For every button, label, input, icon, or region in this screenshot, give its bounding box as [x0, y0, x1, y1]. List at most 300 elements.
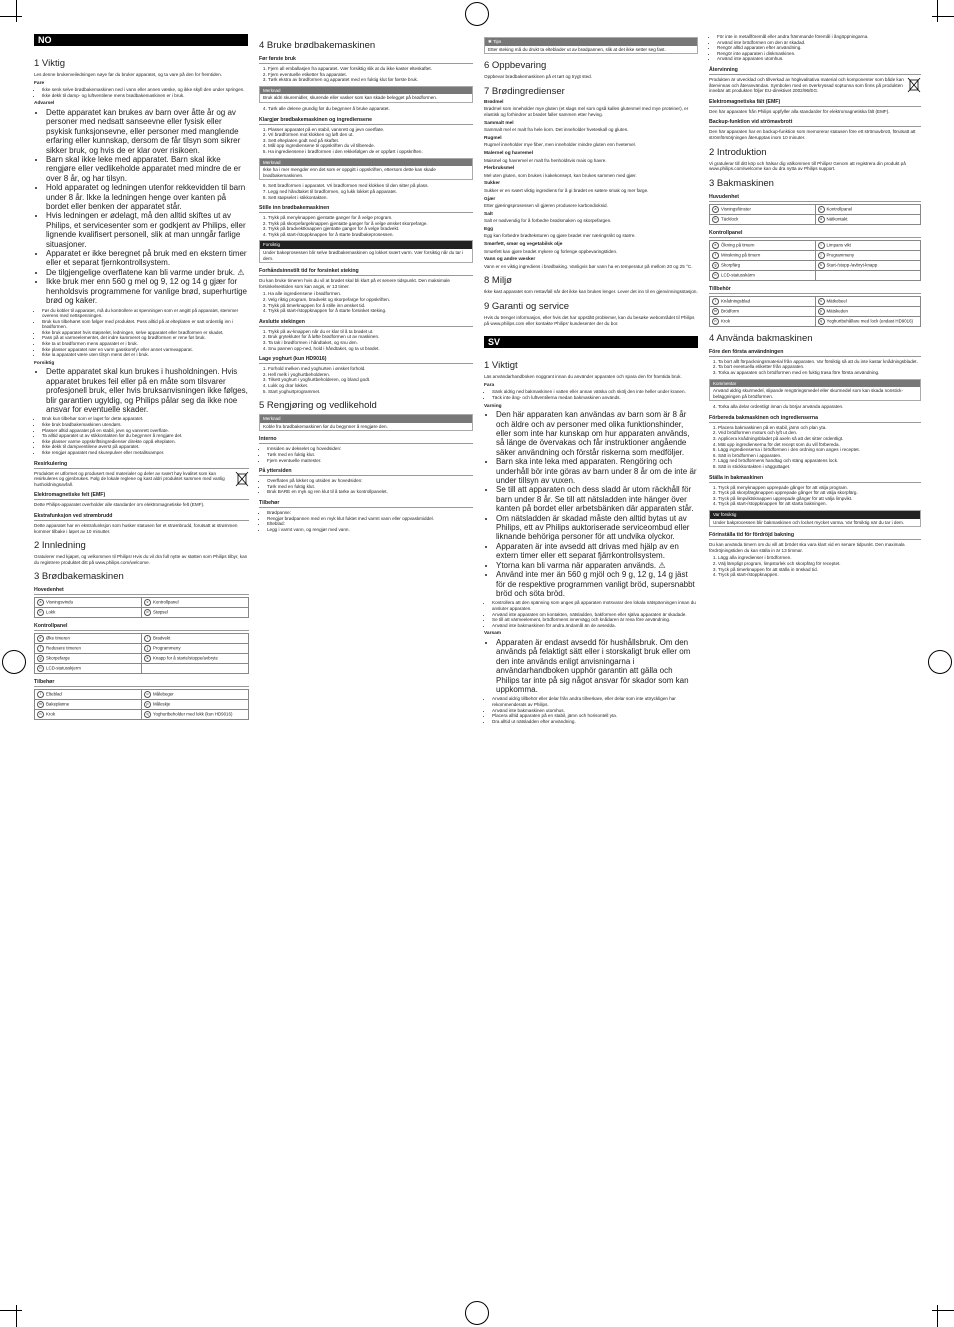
step: 4. Mät upp ingredienserna för det recept som du vill förbereda. — [718, 442, 921, 448]
step: 1. Forhold melken med yoghurten i ønsket forhold. — [268, 366, 473, 372]
list — [484, 696, 698, 724]
paragraph: Hvis du trenger informasjon, eller hvis det har oppstått problemer, kan du besøke webområdet til Philips på www.philips.com eller kontakte Philips' kundesenter der du bor. — [484, 315, 695, 326]
list-item: • Pass på at varmeelementet, det indre kammeret og brødformen er rene før bruk. — [42, 335, 249, 341]
subsection-heading: Tilbehør — [34, 679, 249, 687]
subheading: Forsiktig — [34, 360, 55, 366]
parts-cell — [710, 316, 816, 326]
step: 4. Lukk og drar lokket. — [268, 383, 473, 389]
registration-mark — [465, 2, 489, 26]
parts-cell — [35, 634, 142, 644]
subsection-heading: Ekstrafunksjon ved strømbrudd — [34, 513, 249, 521]
step: 2. Tryck på skorpfärgknappen upprepade gånger för att välja skorpfärg. — [718, 490, 921, 496]
paragraph: Vi gratulerar till ditt köp och hälsar dig välkommen till Philips! Genom att registrera din produkt på www.philips.com/welcome kan du dra nytta av Philips support. — [709, 160, 906, 172]
parts-cell — [142, 608, 249, 618]
crossed-bin-icon — [907, 77, 921, 93]
parts-cell — [35, 598, 142, 608]
parts-cell — [710, 270, 816, 280]
list-item: • För inte in metallföremål eller andra främmande föremål i ångöppningarna. — [717, 34, 921, 40]
callout-icon: h — [712, 272, 719, 279]
crop-mark — [932, 16, 954, 17]
registration-mark — [928, 650, 952, 674]
callout-icon: q — [818, 318, 825, 325]
paragraph-text: Produkten är utvecklad och tillverkad av högkvalitativa material och komponenter som både kan återvinnas och återanvändas. Symbolen med en överkryssad soptunna som finns på produkten innebär att produkten följer EU-direktivet 2002/96/EG. — [709, 76, 904, 94]
paragraph — [34, 471, 249, 488]
note-header: Kommentar — [710, 380, 920, 388]
note-box — [259, 86, 473, 103]
subsection-heading: Tillbehör — [709, 286, 921, 294]
parts-cell — [142, 664, 249, 674]
crop-mark — [0, 16, 22, 17]
list-item — [496, 561, 698, 570]
parts-label: Minskning på timern — [721, 252, 761, 258]
parts-label: Øke timeren — [46, 636, 70, 642]
parts-label: Krok — [721, 318, 731, 324]
section-title: 5 Rengjøring og vedlikehold — [259, 400, 377, 412]
parts-cell — [815, 296, 921, 306]
callout-icon: a — [712, 206, 719, 213]
parts-label: Programmeny — [826, 252, 855, 258]
list-item: • Ta alltid apparatet ut av stikkontakten før du begynner å rengjøre det. — [42, 433, 249, 439]
step: 7. Lägg ned brödformens handtag och stäng apparatens lock. — [718, 458, 921, 464]
step-list — [259, 127, 473, 155]
section-title: 1 Viktig — [34, 58, 65, 69]
subsection-heading: Kontrollpanel — [34, 623, 249, 631]
callout-icon: o — [818, 298, 825, 305]
parts-label: Visningsfönster — [721, 206, 751, 212]
callout-icon: j — [818, 252, 825, 259]
section-title: 9 Garanti og service — [484, 301, 570, 313]
parts-label: Bradvekt — [153, 636, 171, 642]
list-item: • Dette apparatet skal kun brukes i husholdningen. Hvis apparatet brukes feil eller på en måte som tilsvarer profesjonell bruk, eller hvis bruksanvisningen ikke følges, blir garantien ugyldig, og Philips pålar seg da ikke noe ansvar for eventuelle skader. — [46, 367, 249, 414]
subheading: Varsam — [484, 631, 502, 637]
step: 5. Ha ingrediensene i brødformen i den rekkefølgen de er oppført i oppskriften. — [268, 149, 473, 155]
section-title: 7 Brødingredienser — [484, 85, 565, 97]
step-list — [709, 404, 921, 410]
list-item: • Rengjør brødpannen med en myk klut fuktet med varmt vann eller oppvaskmiddel. — [267, 516, 473, 522]
callout-icon: m — [712, 308, 719, 315]
step: 3. Torka av apparaten och brödformen med en fuktig trasa före första användning. — [718, 370, 921, 376]
list-item: • Ikke dekk til dampventilene øverst på apparatet. — [42, 444, 249, 450]
list-item: • Kontrollera att den spänning som anges på apparaten motsvarar den lokala nätspänningen innan du ansluter apparaten. — [492, 600, 698, 611]
note-body: Använd aldrig skurmedel, slipande rengöringsmedel eller skurmedel som kan skada nonstick-beläggningen på brödformen. — [713, 388, 903, 399]
callout-icon: c — [818, 206, 825, 213]
list — [34, 108, 249, 306]
list-item: • Overflaten på lokket og utsiden av hovedsiden: — [267, 478, 473, 484]
step-list — [259, 215, 473, 237]
step: 5. Start yoghurtprogrammet. — [268, 389, 473, 395]
section-title: 3 Brødbakemaskinen — [34, 571, 124, 583]
step: 1. Ta bort allt förpackningsmaterial från apparaten. Var försiktig så att du inte kastar knådningsbladet. — [718, 359, 921, 365]
warning-header: Forsiktig — [260, 241, 472, 249]
note-header: Merknad — [260, 159, 472, 167]
paragraph-text: Produktet er utformet og produsert med materialer og deler av svært høy kvalitet som kan resirkuleres og gjenbrukes. Følg de lokale reglene og kast aldri produktet sammen med vanlig husholdningsavfall. — [34, 470, 225, 487]
registration-mark — [2, 650, 26, 674]
parts-label: Yoghurtbehållare med lock (endast HD9016) — [826, 318, 913, 324]
parts-label: Støpsel — [153, 610, 168, 616]
step: 3. Trykk på bradvektknappen gjentatte ganger for å velge bradvekt. — [268, 226, 473, 232]
step-list — [259, 183, 473, 200]
parts-cell — [710, 260, 816, 270]
registration-mark — [465, 1301, 489, 1325]
callout-icon: l — [712, 298, 719, 305]
hot-surface-icon: ⚠ — [658, 560, 666, 570]
list-item: • Använd inte brödformen om den är skadad. — [717, 40, 921, 46]
parts-label: Bakeplanne — [46, 702, 70, 708]
ingredient-name: Egg — [484, 226, 494, 232]
list-item: • Dette apparatet kan brukes av barn over åtte år og av personer med nedsatt sanseevne eller fysisk eller psykisk funksjonsevne, eller personer med manglende erfaring eller kunnskap, dersom de får tilsyn som sikrer sikker bruk, og hvis de er klar over risikoen. — [46, 108, 249, 155]
parts-label: Knapp for å starte/stoppe/avbryte — [153, 656, 218, 662]
step: 4. Trykk på start-/stoppknappen for å starte forsinket steking. — [268, 308, 473, 314]
subsection-heading: Avslutte stekingen — [259, 319, 473, 327]
list-item: • Täck inte ång- och luftventilerna medan bakmaskinen används. — [492, 395, 698, 401]
callout-icon: f — [37, 645, 44, 652]
list — [709, 34, 921, 62]
parts-label: Yoghurtbeholder med lokk (kun HD9016) — [153, 712, 233, 718]
column-3 — [484, 34, 698, 726]
list-item: • Ikke la apparatet være uten tilsyn mens det er i bruk. — [42, 352, 249, 358]
step-list — [259, 291, 473, 313]
step: 2. Vri brødformen mot klokken og løft den ut. — [268, 132, 473, 138]
language-tab-sv: SV — [484, 336, 698, 348]
crop-mark — [16, 1305, 17, 1327]
paragraph: Gratulerer med kjøpet, og velkommen til Philips! Hvis du vil dra full nytte av støtten som Philips tilbyr, kan du registrere produktet ditt på www.philips.com/welcome. — [34, 554, 248, 565]
callout-icon: i — [144, 635, 151, 642]
step: 3. Ta tak i brødformen i håndtaket, og snu den. — [268, 340, 473, 346]
list — [484, 389, 698, 400]
parts-cell — [142, 654, 249, 664]
step-list — [709, 425, 921, 470]
list-item: • Apparatet er ikke beregnet på bruk med en ekstern timer eller et separat fjernkontrollsystem. — [46, 249, 249, 268]
parts-label: LCD-statusskärm — [721, 272, 755, 278]
parts-cell — [710, 204, 816, 214]
list-item: • Barn ska inte leka med apparaten. Rengöring och underhåll bör inte göras av barn under 8 år om de inte är under tillsyn av vuxen. — [496, 457, 698, 485]
list-item: • Använd inte apparaten om kontakten, nätsladden, bakformen eller själva apparaten är skadade. — [492, 612, 698, 618]
parts-cell — [710, 250, 816, 260]
crop-mark — [16, 0, 17, 22]
crop-mark — [937, 0, 938, 22]
callout-icon: j — [144, 645, 151, 652]
callout-icon: f — [712, 252, 719, 259]
parts-cell — [815, 270, 921, 280]
parts-cell — [142, 598, 249, 608]
list-item-text: Ytorna kan bli varma när apparaten används. — [496, 560, 657, 570]
list-item: • Använd inte bakmaskinen utomhus. — [492, 708, 698, 714]
step: 7. Legg ned håndtaket til brødformen, og lukk lokket på apparatet. — [268, 189, 473, 195]
parts-label: Elteblad — [46, 692, 62, 698]
subsection-heading: Återvinning — [709, 67, 921, 75]
callout-icon: m — [37, 701, 44, 708]
note-box — [709, 379, 921, 402]
list-item: • Använd inte apparaten utomhus. — [717, 56, 921, 62]
paragraph: Den här apparaten från Philips uppfyller alla standarder för elektromagnetiska fält (EMF). — [709, 108, 890, 114]
step-list — [259, 366, 473, 394]
list-item: • Innsiden av dekselet og hovedsiden: — [267, 446, 473, 452]
list-item — [46, 268, 249, 277]
step-list — [259, 66, 473, 83]
subsection-heading: Före den första användningen — [709, 349, 921, 357]
callout-icon: d — [818, 216, 825, 223]
step-list — [709, 485, 921, 507]
step: 6. Sätt in brödformen i apparaten. — [718, 453, 921, 459]
subsection-heading: Förbereda bakmaskinen och ingredienserna — [709, 415, 921, 423]
parts-label: Lokk — [46, 610, 56, 616]
step: 4. Tørk alle delene grundig før du begynner å bruke apparatet. — [268, 106, 473, 112]
ingredient-name: Malernel og havremel — [484, 150, 534, 156]
step: 8. Sett støpselet i stikkontakten. — [268, 195, 473, 201]
callout-icon: i — [818, 242, 825, 249]
ingredient-text: Maismel og havremel er malt fra henholdsvis mais og havre. — [484, 157, 607, 163]
parts-label: Kontrollpanel — [826, 206, 853, 212]
list-item: • Rengör alltid apparaten efter användning. — [717, 45, 921, 51]
list-item: • Hold apparatet og ledningen utenfor rekkevidden til barn under 8 år. Ikke la ledningen henge over kanten på bordet eller benken der apparatet står. — [46, 183, 249, 211]
ingredient-name: Gjær — [484, 196, 496, 202]
step: 2. Fjern eventuelle etiketter fra apparatet. — [268, 72, 473, 78]
note-header: Merknad — [260, 87, 472, 95]
ingredient-name: Smørfett, smør og vegetabilsk olje — [484, 242, 563, 248]
subsection-heading: Ställa in bakmaskinen — [709, 475, 921, 483]
step: 8. Sätt in stickkontakten i vägguttaget. — [718, 464, 921, 470]
parts-table-control-panel — [709, 240, 921, 281]
parts-label: Skorpfärg — [721, 262, 741, 268]
step: 3. Tryck på timerknappen för att ställa in önskad tid. — [718, 567, 921, 573]
ingredient-text: Rugmel inneholder mye fiber, men inneholder mindre gluten enn hvetemel. — [484, 142, 636, 148]
parts-cell — [35, 644, 142, 654]
list — [259, 478, 473, 495]
crop-mark — [937, 1305, 938, 1327]
step: 1. Tryck på menyknappen upprepade gånger för att välja program. — [718, 485, 921, 491]
tips-body: Etter steking må du drukt ta elteblader ut av brødpannen, slik at det ikke setter seg fast. — [488, 46, 666, 52]
tips-box — [484, 37, 698, 54]
parts-cell — [35, 654, 142, 664]
hot-surface-icon: ⚠ — [237, 267, 245, 277]
callout-icon: n — [712, 318, 719, 325]
paragraph: Ikke kast apparatet som restavfall når det ikke kan brukes lenger. Lever det inn til en gjenvinningsstasjon. — [484, 289, 698, 295]
ingredient-name: Flerbruksmel — [484, 166, 515, 172]
parts-cell — [815, 306, 921, 316]
ingredient-text: Sukker er en svært viktig ingrediens for å gi brødet en søtere smak og mer farge. — [484, 187, 649, 193]
subheading: Fara — [484, 382, 495, 388]
callout-icon: k — [818, 262, 825, 269]
list-item: • Ikke bruk mer enn 560 g mel og 9, 12 og 14 g gjær for henholdsvis programmene for vanlige brød, superhurtige brød og kaker. — [46, 277, 249, 305]
ingredient-name: Brødmel — [484, 99, 504, 105]
section-title: 6 Oppbevaring — [484, 60, 547, 72]
subsection-heading: Klargjør brødbakemaskinen og ingrediensene — [259, 117, 473, 125]
parts-table-main-unit — [34, 597, 249, 618]
step: 3. Tørk ekstra av brødformen og apparatet med en fuktig klut før første bruk. — [268, 77, 473, 83]
subsection-heading: Før første bruk — [259, 56, 473, 64]
column-1 — [34, 34, 249, 724]
paragraph — [709, 77, 921, 94]
ingredient-text: Etter gjæringsprosessen vil gjæren produsere karbondioksid. — [484, 203, 608, 209]
list — [34, 416, 249, 455]
list-item: • Se till att apparaten och dess sladd är utom räckhåll för barn under 8 år. Se till att nätsladden inte hänger över kanten på bordet eller arbetsbänken där apparaten står. — [496, 485, 698, 513]
list-item: • Placera alltid apparaten på en stabil, jämn och horisontell yta. — [492, 713, 698, 719]
subsection-heading: Resirkulering — [34, 461, 249, 469]
section-title: 8 Miljø — [484, 275, 512, 287]
step: 4. Tryck på start-/stoppknappen. — [718, 572, 921, 578]
list — [34, 308, 249, 358]
list-item: • Använd aldrig tillbehör eller delar från andra tillverkare, eller delar som inte uttryckligen har rekommenderats av Philips. — [492, 696, 698, 707]
ingredient-name: Sammalt mel — [484, 120, 514, 126]
list-item: • Apparaten är inte avsedd att drivas med hjälp av en extern timer eller ett separat fjärrkontrollsystem. — [496, 542, 698, 561]
step: 2. Hell melk i yoghurtbeholderen. — [268, 372, 473, 378]
ingredient-text: Brødmel som inneholder mye gluten (et slags mel som også kalles glutenmel med mye proteiner), er elastisk og forhindrer at brødet faller sammen etter heving. — [484, 106, 689, 117]
list-item: • Ikke dekk til damp- og luftventilene mens brødbakemaskinen er i bruk. — [42, 93, 249, 99]
callout-icon: c — [144, 599, 151, 606]
list-item: • Ikke bruk brødbakemaskinen utendørs. — [42, 422, 249, 428]
list-item: • Barn skal ikke leke med apparatet. Barn skal ikke rengjøre eller vedlikeholde apparatet med mindre de er over 8 år, og har tilsyn. — [46, 155, 249, 183]
step: 1. Fjern all emballasjen fra apparatet. Vær forsiktig slik at du ikke kaster elteskaftet. — [268, 66, 473, 72]
parts-label: Mätkobeel — [826, 298, 847, 304]
parts-label: Limpans vikt — [826, 242, 851, 248]
warning-header: Var försiktig — [710, 511, 920, 519]
note-box — [259, 158, 473, 181]
paragraph: Dette apparatet har en ekstrafunksjon som husker statusen før et strømbrudd, forutsatt at strømmen kommer tilbake i løpet av 10 minutter. — [34, 523, 238, 534]
parts-cell — [710, 240, 816, 250]
paragraph: Oppbevar brødbakemaskinen på et tørt og trygt sted. — [484, 74, 593, 80]
ingredient-name: Salt — [484, 211, 493, 217]
paragraph: Du kan bruke timeren hvis du vil at brødet skal bli klart på et senere tidspunkt. Den maksimale forsinkelsestiden som kan angis, er 13 timer. — [259, 278, 450, 289]
list-item: • Ikke plasser varme oppskriftsingredienser direkte oppå elteplaten. — [42, 439, 249, 445]
subsection-heading: Huvudenhet — [709, 194, 921, 202]
step: 1. Trykk på av-knappen når du er klar til å ta brødet ut. — [268, 329, 473, 335]
list — [34, 367, 249, 414]
list — [484, 410, 698, 598]
ingredient-text: Egg kan forbedre brødteksturen og gjøre brødet mer næringsrikt og større. — [484, 233, 636, 239]
ingredient-text: Smørfett kan gjøre brødet mykere og forlenge oppbevaringstiden. — [484, 248, 618, 254]
section-title: 4 Bruke brødbakemaskinen — [259, 40, 376, 51]
step: 3. Sett elteplaten godt ned på skaftet. — [268, 138, 473, 144]
parts-label: Mätskeden — [826, 308, 848, 314]
callout-icon: g — [712, 262, 719, 269]
step: 6. Sett brødformen i apparatet. Vri brødformen med klokken til den sitter på plass. — [268, 183, 473, 189]
callout-icon: g — [37, 655, 44, 662]
list-item: • Legg i varmt vann, og rengjør med vann. — [267, 527, 473, 533]
subheading: Advarsel — [34, 101, 55, 107]
parts-label: Start-/stopp-/avbryt-knapp — [826, 262, 878, 268]
warning-box — [259, 240, 473, 263]
parts-cell — [35, 710, 142, 720]
parts-label: Knådningsblad — [721, 298, 751, 304]
parts-label: LCD-statusskjerm — [46, 666, 81, 672]
note-header: Merknad — [260, 415, 472, 423]
ingredient-text: Salt er nødvendig for å forbedre brødsmaken og skorpefargen. — [484, 218, 612, 224]
step: 2. Ta bort eventuella etiketter från apparaten. — [718, 364, 921, 370]
tips-header — [485, 38, 697, 46]
parts-cell — [815, 204, 921, 214]
list-item: • Använd inte bakmaskinen för andra ändamål än de avsedda. — [492, 623, 698, 629]
parts-label: Skorpefarge — [46, 656, 70, 662]
list-item: • Bruk kun tilbehøret som følger med produktet. Pass alltid på at elteplaten er satt ordentlig inn i brødformen. — [42, 319, 249, 330]
ingredient-text: Vann er en viktig ingrediens i brødbaking. Vanligvis bør vann ha en temperatur på mellom 20 og 25 °C. — [484, 263, 693, 269]
step: 4. Mål opp ingrediensene til oppskriften du vil tilberede. — [268, 143, 473, 149]
callout-icon: n — [37, 711, 44, 718]
parts-table-main-unit — [709, 204, 921, 225]
list-item: • Hvis ledningen er ødelagt, må den alltid skiftes ut av Philips, et servicesenter som er godkjent av Philips, eller lignende kvalifisert personell, slik at man unngår farlige situasjoner. — [46, 211, 249, 249]
section-title: 4 Använda bakmaskinen — [709, 332, 813, 344]
list-item: • Før du kobler til apparatet, må du kontrollere at spenningen som er angitt på apparatet, stemmer overens med nettspenningen. — [42, 308, 249, 319]
step: 3. Trykk på timerknappen for å stille inn ønsket tid. — [268, 303, 473, 309]
step: 3. Tryck på limpviktsknappen upprepade gånger för att välja limpvikt. — [718, 496, 921, 502]
list-item: • Ikke plasser apparatet nær en varm gasskomfyr eller annet varmeapparat. — [42, 347, 249, 353]
parts-cell — [35, 664, 142, 674]
parts-label: Målebeger — [153, 692, 174, 698]
list — [484, 600, 698, 628]
subsection-heading: Tilbehør — [259, 500, 473, 508]
parts-table-accessories — [34, 689, 249, 720]
list-item: • Brødpanne: — [267, 510, 473, 516]
list-item: • Den här apparaten kan användas av barn som är 8 år och äldre och av personer med olika funktionshinder, eller som inte har kunskap om hur apparaten används, så länge de övervakas och får instruktioner angående säker användning och förstår riskerna som medföljer. — [496, 410, 698, 457]
step-list — [709, 359, 921, 376]
parts-cell — [815, 240, 921, 250]
paragraph: Den här apparaten har en backup-funktion som memorerar statusen före ett strömavbrott, förutsatt att strömförsörjningen återupptas inom 10 minuter. — [709, 129, 916, 140]
list-item: • Ikke ta ut brødformen mens apparatet er i bruk. — [42, 341, 249, 347]
list-item: • Rengör inte apparaten i diskmaskinen. — [717, 51, 921, 57]
section-title: 2 Innledning — [34, 540, 86, 552]
list-item: • Bruk BARE en myk og ren klut til å tørke av kontrollpanelet. — [267, 489, 473, 495]
step: 4. Trykk på start-/stoppknappen for å starte brødbakeprosessen. — [268, 232, 473, 238]
callout-icon: o — [144, 691, 151, 698]
paragraph: Läs användarhandboken noggrant innan du använder apparaten och spara den för framtida bruk. — [484, 374, 682, 380]
language-tab-no: NO — [34, 34, 248, 46]
list — [484, 638, 698, 694]
list-item: • Tørk med en fuktig klut. — [267, 452, 473, 458]
parts-table-control-panel — [34, 633, 249, 674]
list-item: • Om nätsladden är skadad måste den alltid bytas ut av Philips, ett av Philips auktoriserade serviceombud eller liknande behöriga personer för att undvika olyckor. — [496, 514, 698, 542]
section-title: 2 Introduktion — [709, 146, 767, 158]
parts-cell — [142, 690, 249, 700]
parts-cell — [35, 690, 142, 700]
callout-icon: k — [144, 655, 151, 662]
step: 5. Lägg ingredienserna i brödformen i den ordning som anges i receptet. — [718, 447, 921, 453]
step: 1. Ha alle ingrediensene i brødformen. — [268, 291, 473, 297]
subsection-heading: Backup-funktion vid strömavbrott — [709, 119, 921, 127]
list — [34, 87, 249, 98]
callout-icon: e — [712, 242, 719, 249]
parts-cell — [710, 214, 816, 224]
subsection-heading: Stille inn brødbakemaskinen — [259, 205, 473, 213]
list-item: • Ikke senk selve brødbakemaskinen ned i vann eller annen væske, og ikke skyll den under springen. — [42, 87, 249, 93]
subsection-heading: Hovedenhet — [34, 587, 249, 595]
subheading: Fare — [34, 80, 45, 86]
list-item: • Bruk kun tilbehør som er laget for dette apparatet. — [42, 416, 249, 422]
step: 2. Velg riktig program, bradvekt og skorpefarge for oppskriften. — [268, 297, 473, 303]
subsection-heading: Forhåndsinnstilt tid for forsinket steking — [259, 268, 473, 276]
callout-icon: b — [37, 609, 44, 616]
parts-cell — [815, 250, 921, 260]
crop-mark — [0, 1310, 22, 1311]
note-body: Koble fra brødbakemaskinen før du begynner å rengjøre den. — [263, 423, 388, 429]
parts-cell — [142, 644, 249, 654]
list-item: • Dra alltid ut nätsladden efter användning. — [492, 719, 698, 725]
step-list — [259, 329, 473, 351]
subsection-heading: Lage yoghurt (kun HD9016) — [259, 356, 473, 364]
parts-label: Kontrollpanel — [153, 600, 179, 606]
list-item: • Fjern eventuelle matrester. — [267, 458, 473, 464]
parts-table-accessories — [709, 296, 921, 327]
warning-box — [709, 510, 921, 527]
list-item: • Sänk aldrig ned bakmaskinen i vatten eller annan vätska och skölj den inte heller under kranen. — [492, 389, 698, 395]
callout-icon: p — [818, 308, 825, 315]
callout-icon: b — [712, 216, 719, 223]
list-item: • Använd inte mer än 560 g mjöl och 9 g, 12 g, 14 g jäst för de respektive programmen vanligt bröd, supersnabbt bröd och söta bröd. — [496, 570, 698, 598]
column-2 — [259, 34, 473, 534]
list-item: • Elteblad: — [267, 521, 473, 527]
parts-cell — [35, 608, 142, 618]
callout-icon: p — [144, 701, 151, 708]
subheading: Varning — [484, 403, 502, 409]
step: 1. Placera bakmaskinen på en stabil, jämn och plan yta. — [718, 425, 921, 431]
